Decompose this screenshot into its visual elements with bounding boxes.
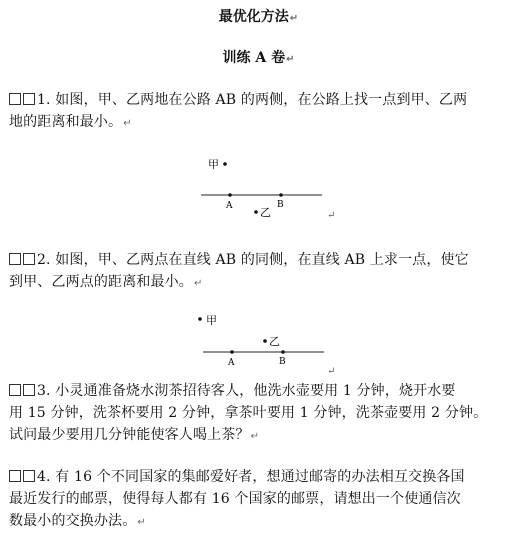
question-4-text-3: 数最小的交换办法。 (9, 513, 137, 529)
question-4-line-3 (9, 510, 514, 534)
question-4 (9, 466, 514, 534)
checkbox-icon (23, 384, 35, 396)
checkbox-icon (9, 470, 21, 482)
page-title-text: 最优化方法 (218, 9, 289, 25)
question-4-text-1: 有 16 个不同国家的集邮爱好者，想通过邮寄的办法相互交换各国 (55, 469, 465, 485)
figure-2-point-b (281, 350, 285, 354)
question-3-line-1 (9, 380, 514, 402)
paragraph-mark-icon: ↵ (137, 517, 146, 528)
figure-2-point-a (230, 350, 234, 354)
paragraph-mark-icon: ↵ (123, 118, 132, 129)
question-4-text-2: 最近发行的邮票，使得每人都有 16 个国家的邮票，请想出一个使通信次 (9, 491, 461, 507)
question-4-number: 4. (37, 469, 51, 485)
question-3-text-3: 试问最少要用几分钟能使客人喝上茶？ (9, 427, 250, 443)
figure-2-point-yi (263, 339, 267, 343)
paragraph-mark-icon: ↵ (289, 13, 299, 24)
question-4-line-1 (9, 466, 514, 488)
question-2-number: 2. (37, 252, 51, 268)
question-4-line-2 (9, 488, 514, 510)
question-1-text-1: 如图，甲、乙两地在公路 AB 的两侧，在公路上找一点到甲、乙两 (55, 92, 468, 108)
figure-2-label-yi: 乙 (269, 335, 280, 348)
paragraph-mark-icon: ↵ (286, 54, 295, 65)
question-2-text-1: 如图，甲、乙两点在直线 AB 的同侧，在直线 AB 上求一点，使它 (55, 252, 469, 268)
question-2-text-2: 到甲、乙两点的距离和最小。 (9, 274, 193, 290)
question-3 (9, 380, 514, 448)
figure-2-point-jia (198, 317, 202, 321)
checkbox-icon (23, 470, 35, 482)
figure-1-label-b: B (277, 200, 284, 210)
figure-2-label-b: B (279, 357, 286, 367)
question-3-text-1: 小灵通准备烧水沏茶招待客人，他洗水壶要用 1 分钟，烧开水要 (55, 383, 456, 399)
figure-1-label-yi: 乙 (260, 206, 271, 219)
figure-2-label-jia: 甲 (206, 314, 217, 327)
paragraph-mark-icon: ↵ (327, 210, 336, 221)
checkbox-icon (9, 384, 21, 396)
question-3-line-3 (9, 424, 514, 448)
paragraph-mark-icon: ↵ (250, 431, 260, 442)
figure-1-label-a: A (226, 201, 233, 211)
question-3-number: 3. (37, 383, 51, 399)
question-3-line-2 (9, 402, 514, 424)
question-1-number: 1. (37, 92, 51, 108)
question-3-text-2: 用 15 分钟，洗茶杯要用 2 分钟，拿茶叶要用 1 分钟，洗茶壶要用 2 分钟。 (9, 405, 488, 421)
page-subtitle-text: 训练 A 卷 (222, 50, 286, 66)
paragraph-mark-icon: ↵ (327, 366, 336, 377)
paragraph-mark-icon: ↵ (193, 278, 203, 289)
figure-2-label-a: A (228, 358, 235, 368)
question-1-text-2: 地的距离和最小。 (9, 114, 123, 130)
figure-1-label-jia: 甲 (208, 158, 219, 171)
